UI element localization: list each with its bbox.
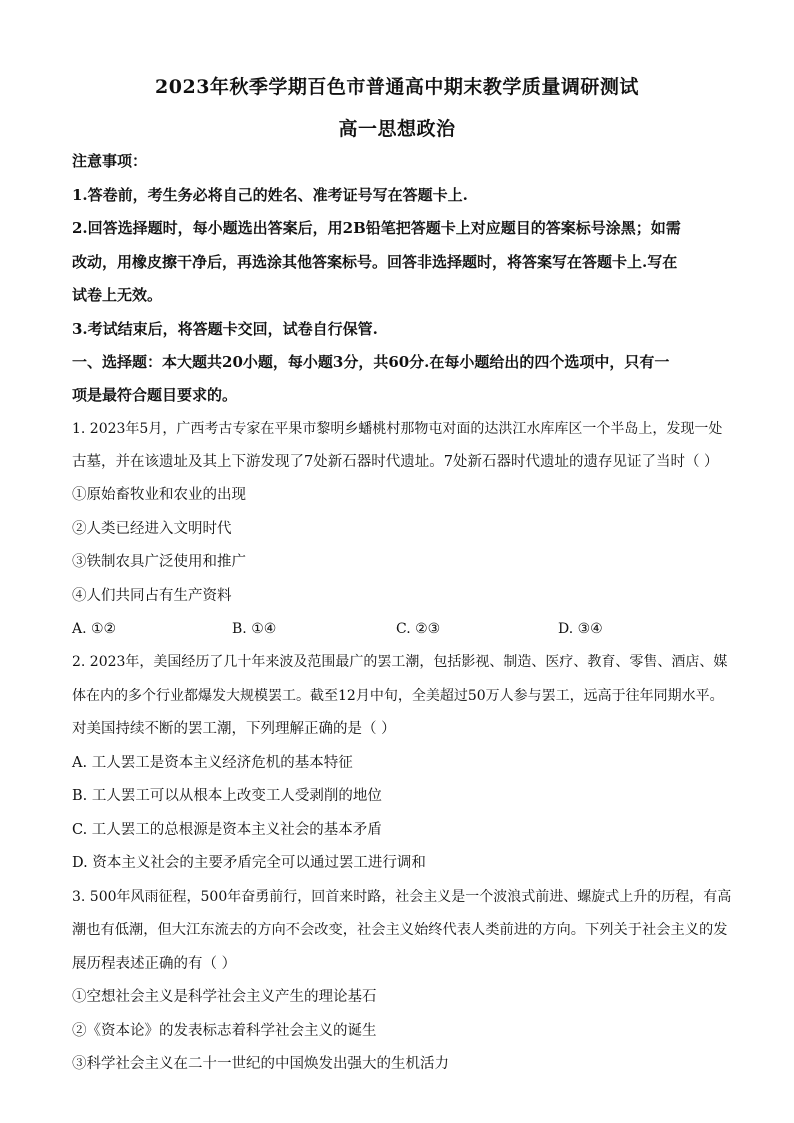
- q1-option-c: C. ②③: [396, 621, 441, 637]
- q1-option-b: B. ①④: [232, 621, 277, 637]
- q2-option-b: B. 工人罢工可以从根本上改变工人受剥削的地位: [72, 788, 382, 804]
- notice-line: 试卷上无效。: [72, 286, 163, 304]
- notice-line: 3.考试结束后，将答题卡交回，试卷自行保管.: [72, 320, 378, 338]
- q3-item: ③科学社会主义在二十一世纪的中国焕发出强大的生机活力: [72, 1056, 449, 1072]
- q1-stem: 古墓，并在该遗址及其上下游发现了7处新石器时代遗址。7处新石器时代遗址的遗存见证了当时（ ）: [72, 454, 719, 470]
- q1-item: ③铁制农具广泛使用和推广: [72, 554, 246, 570]
- q2-option-a: A. 工人罢工是资本主义经济危机的基本特征: [72, 755, 353, 771]
- q2-option-d: D. 资本主义社会的主要矛盾完全可以通过罢工进行调和: [72, 855, 426, 871]
- q1-item: ②人类已经进入文明时代: [72, 521, 232, 537]
- notice-heading: 注意事项：: [72, 152, 148, 170]
- q1-item: ④人们共同占有生产资料: [72, 588, 232, 604]
- section-heading: 一、选择题：本大题共20小题，每小题3分，共60分.在每小题给出的四个选项中，只有一: [72, 353, 670, 371]
- subject-title: 高一思想政治: [338, 118, 456, 140]
- q2-stem: 对美国持续不断的罢工潮，下列理解正确的是（ ）: [72, 721, 396, 737]
- q1-stem: 1. 2023年5月，广西考古专家在平果市黎明乡蟠桃村那物屯对面的达洪江水库库区一个半岛上，发现一处: [72, 421, 723, 437]
- q1-item: ①原始畜牧业和农业的出现: [72, 487, 246, 503]
- q3-item: ②《资本论》的发表标志着科学社会主义的诞生: [72, 1023, 377, 1039]
- q1-option-d: D. ③④: [558, 621, 603, 637]
- section-heading: 项是最符合题目要求的。: [72, 386, 238, 404]
- q2-stem: 2. 2023年，美国经历了几十年来波及范围最广的罢工潮，包括影视、制造、医疗、教育、零售、酒店、媒: [72, 654, 728, 670]
- q3-stem: 3. 500年风雨征程，500年奋勇前行，回首来时路，社会主义是一个波浪式前进、螺旋式上升的历程，有高: [72, 889, 732, 905]
- q2-option-c: C. 工人罢工的总根源是资本主义社会的基本矛盾: [72, 822, 382, 838]
- notice-line: 2.回答选择题时，每小题选出答案后，用2B铅笔把答题卡上对应题目的答案标号涂黑；如需: [72, 219, 681, 237]
- notice-line: 改动，用橡皮擦干净后，再选涂其他答案标号。回答非选择题时，将答案写在答题卡上.写在: [72, 253, 678, 271]
- q1-option-a: A. ①②: [72, 621, 117, 637]
- q3-item: ①空想社会主义是科学社会主义产生的理论基石: [72, 989, 377, 1005]
- exam-title: 2023年秋季学期百色市普通高中期末教学质量调研测试: [155, 76, 639, 98]
- q3-stem: 潮也有低潮，但大江东流去的方向不会改变，社会主义始终代表人类前进的方向。下列关于社会主义的发: [72, 922, 728, 938]
- notice-line: 1.答卷前，考生务必将自己的姓名、准考证号写在答题卡上.: [72, 186, 468, 204]
- q3-stem: 展历程表述正确的有（ ）: [72, 956, 237, 972]
- q2-stem: 体在内的多个行业都爆发大规模罢工。截至12月中旬，全美超过50万人参与罢工，远高于往年同期水平。: [72, 688, 724, 704]
